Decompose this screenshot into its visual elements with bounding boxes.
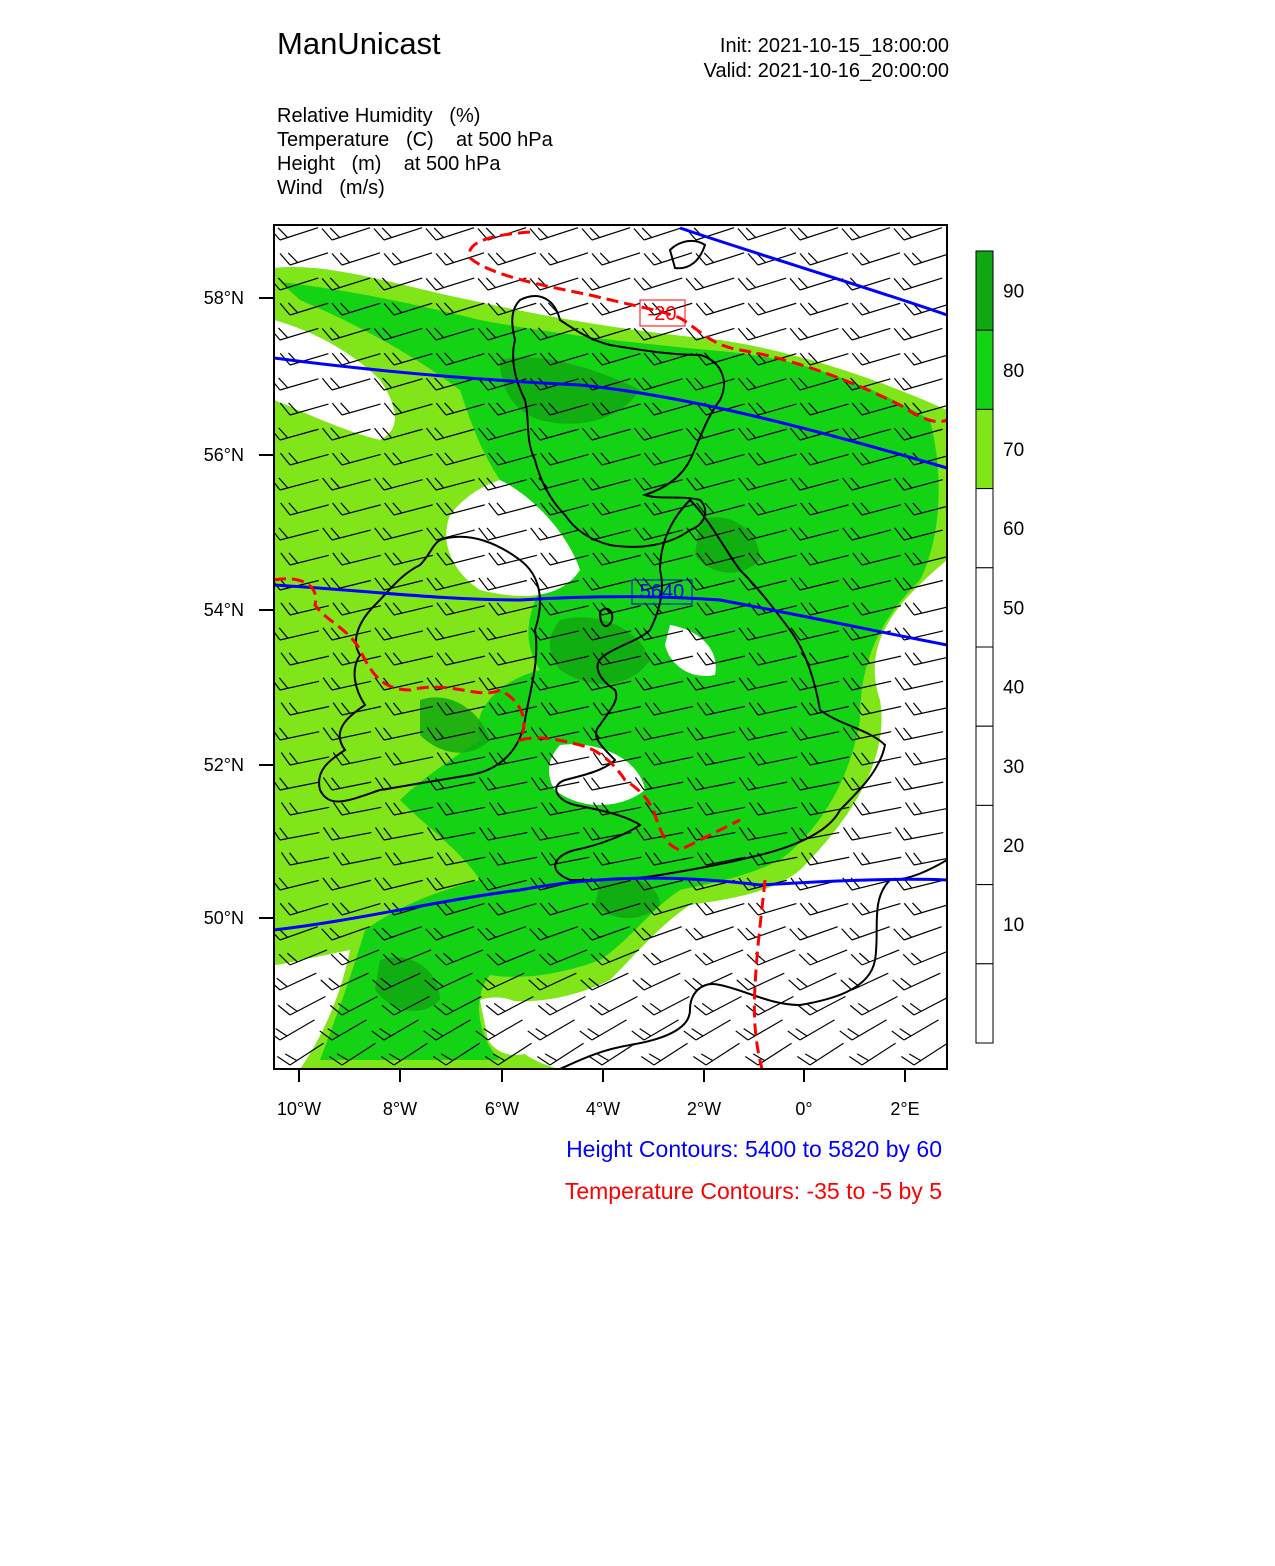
wind-barb — [633, 973, 681, 990]
wind-barb — [738, 328, 786, 340]
wind-barb — [895, 777, 943, 790]
wind-barb — [905, 653, 953, 665]
colorbar — [976, 251, 1024, 1043]
wind-barb — [695, 950, 743, 965]
wind-barb — [582, 228, 630, 240]
lat-tick-label: 50°N — [203, 908, 244, 928]
wind-barb — [902, 997, 949, 1015]
colorbar-label: 90 — [1003, 281, 1025, 303]
colorbar-segment — [976, 251, 993, 330]
wind-barb — [332, 253, 380, 265]
lon-tick-label: 2°E — [890, 1099, 920, 1119]
field-wind: Wind (m/s) — [277, 177, 385, 199]
wind-barb — [685, 973, 733, 990]
wind-barb — [841, 973, 889, 990]
colorbar-label: 40 — [1003, 677, 1025, 699]
wind-barb — [632, 1020, 679, 1040]
wind-barb — [642, 997, 689, 1015]
temperature-contour-note: Temperature Contours: -35 to -5 by 5 — [564, 1178, 942, 1204]
wind-barb — [696, 303, 744, 315]
wind-barb — [842, 927, 890, 940]
lon-tick-label: 2°W — [686, 1099, 722, 1119]
wind-barb — [686, 278, 734, 290]
field-temperature: Temperature (C) at 500 hPa — [277, 129, 553, 151]
wind-barb — [696, 253, 744, 265]
wind-barb — [426, 278, 474, 290]
wind-barb — [789, 973, 837, 990]
height-contour-1 — [680, 228, 947, 315]
wind-barb — [426, 228, 474, 240]
colorbar-label: 60 — [1003, 519, 1025, 541]
wind-barb — [748, 303, 796, 315]
wind-barb — [904, 253, 952, 265]
wind-barb — [798, 997, 845, 1015]
wind-barb — [745, 1043, 791, 1065]
colorbar-label: 50 — [1003, 598, 1025, 620]
wind-barb — [738, 278, 786, 290]
wind-barb — [905, 703, 953, 715]
wind-barb — [893, 973, 941, 990]
wind-barb — [840, 1020, 887, 1040]
lon-tick-label: 4°W — [585, 1099, 621, 1119]
colorbar-segment — [976, 885, 993, 964]
colorbar-segment — [976, 964, 993, 1043]
valid-time: Valid: 2021-10-16_20:00:00 — [703, 60, 949, 82]
colorbar-label: 70 — [1003, 440, 1025, 461]
wind-barb — [904, 353, 952, 365]
wind-barb — [790, 328, 838, 340]
wind-barb — [737, 973, 785, 990]
wind-barb — [800, 903, 848, 915]
wind-barb — [790, 927, 838, 940]
wind-barb — [694, 997, 741, 1015]
colorbar-segment — [976, 330, 993, 409]
wind-barb — [853, 852, 901, 865]
contour-label-height — [632, 580, 692, 604]
wind-barb — [842, 228, 890, 240]
wind-barb — [278, 997, 325, 1015]
wind-barb — [270, 228, 318, 240]
lon-tick-label: 10°W — [276, 1099, 322, 1119]
wind-barb — [269, 973, 317, 990]
wind-barb — [374, 228, 422, 240]
colorbar-segment — [976, 409, 993, 488]
wind-barb — [747, 950, 795, 965]
wind-barb — [894, 378, 942, 390]
wind-barb — [748, 903, 796, 915]
wind-barb — [852, 253, 900, 265]
wind-barb — [901, 1043, 947, 1065]
wind-barb — [894, 328, 942, 340]
colorbar-segment — [976, 726, 993, 805]
colorbar-label: 10 — [1003, 915, 1025, 937]
init-time: Init: 2021-10-15_18:00:00 — [719, 35, 949, 57]
wind-barb — [384, 253, 432, 265]
wind-barb — [850, 997, 897, 1015]
wind-barb — [590, 997, 637, 1015]
wind-barb — [788, 1020, 835, 1040]
wind-barb — [644, 253, 692, 265]
lon-tick-label: 0° — [795, 1099, 813, 1119]
height-contour-note: Height Contours: 5400 to 5820 by 60 — [566, 1136, 942, 1162]
wind-barb — [895, 728, 943, 740]
wind-barb — [540, 303, 588, 315]
wind-barb — [634, 278, 682, 290]
wind-barb — [280, 253, 328, 265]
wind-barb — [790, 228, 838, 240]
wind-barb — [894, 278, 942, 290]
colorbar-label: 80 — [1003, 360, 1025, 382]
lon-tick-label: 6°W — [484, 1099, 520, 1119]
wind-barb — [641, 1043, 687, 1065]
lat-tick-label: 52°N — [203, 755, 244, 775]
lat-tick-label: 54°N — [203, 600, 244, 620]
wind-barb — [904, 903, 952, 915]
colorbar-segment — [976, 647, 993, 726]
wind-barb — [488, 253, 536, 265]
contour-label-height-text: 5640 — [639, 581, 685, 603]
wind-barb — [693, 1043, 739, 1065]
wind-barb — [905, 603, 953, 615]
wind-barb — [894, 228, 942, 240]
contour-label-temperature-text: -20 — [647, 303, 677, 325]
lon-tick-label: 8°W — [382, 1099, 418, 1119]
wind-barb — [530, 228, 578, 240]
wind-barb — [852, 353, 900, 365]
colorbar-segment — [976, 489, 993, 568]
wind-barb — [582, 278, 630, 290]
wind-barb — [800, 303, 848, 315]
wind-barb — [843, 827, 891, 840]
wind-barb — [540, 253, 588, 265]
colorbar-segment — [976, 568, 993, 647]
wind-barb — [903, 950, 951, 965]
wind-barb — [790, 278, 838, 290]
wind-barb — [799, 950, 847, 965]
wind-barb — [684, 1020, 731, 1040]
lat-tick-label: 56°N — [203, 445, 244, 465]
wind-barb — [738, 927, 786, 940]
wind-barb — [852, 303, 900, 315]
field-rh: Relative Humidity (%) — [277, 105, 481, 127]
model-title: ManUnicast — [277, 26, 441, 61]
wind-barb — [894, 927, 942, 940]
wind-barb — [797, 1043, 843, 1065]
temp-contour-south — [754, 880, 765, 1069]
wind-barb — [842, 328, 890, 340]
wind-barb — [895, 827, 943, 840]
wind-barb — [738, 228, 786, 240]
colorbar-label: 20 — [1003, 836, 1025, 857]
colorbar-segment — [976, 805, 993, 884]
wind-barb — [895, 678, 943, 690]
wind-barb — [905, 752, 953, 765]
colorbar-label: 30 — [1003, 756, 1025, 778]
wind-barb — [853, 802, 901, 815]
wind-barb — [696, 903, 744, 915]
wind-barb — [322, 228, 370, 240]
wind-barb — [892, 1020, 939, 1040]
wind-barb — [634, 228, 682, 240]
field-height: Height (m) at 500 hPa — [277, 153, 501, 175]
wind-barb — [643, 950, 691, 965]
wind-barb — [580, 1020, 627, 1040]
lat-tick-label: 58°N — [203, 288, 244, 308]
wind-barb — [849, 1043, 895, 1065]
wind-barb — [592, 253, 640, 265]
wind-barb — [800, 253, 848, 265]
contour-label-temperature — [640, 300, 685, 326]
wind-barb — [736, 1020, 783, 1040]
wind-barb — [686, 927, 734, 940]
